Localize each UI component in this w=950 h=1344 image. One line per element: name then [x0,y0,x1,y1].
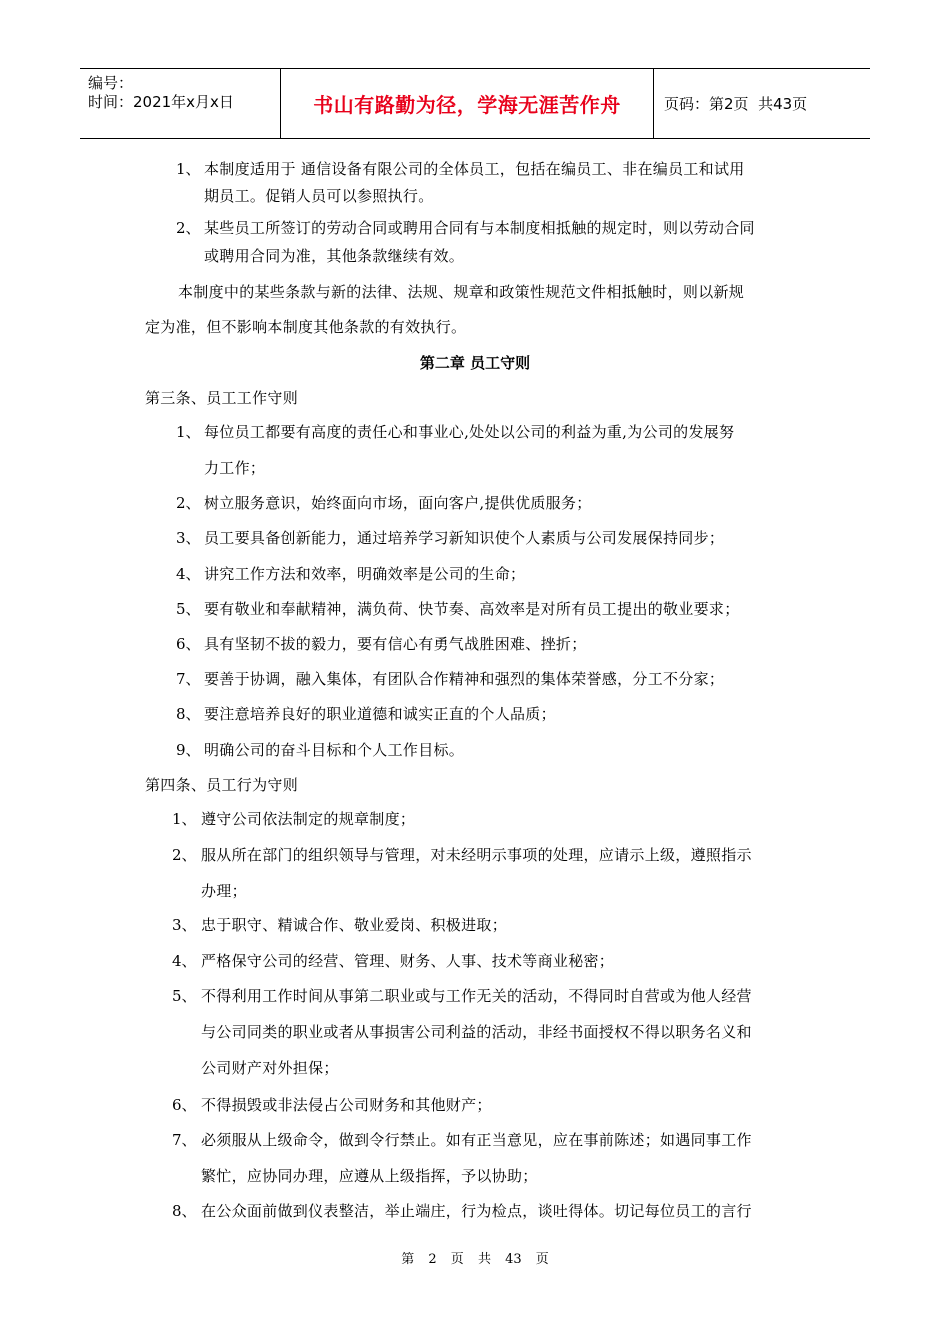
list-number: 6、 [172,1096,197,1114]
list-item-text: 员工要具备创新能力，通过培养学习新知识使个人素质与公司发展保持同步； [204,529,725,547]
list-number: 1、 [176,160,201,178]
list-item-text: 服从所在部门的组织领导与管理，对未经明示事项的处理，应请示上级，遵照指示 [201,846,752,864]
list-number: 2、 [176,219,201,237]
paragraph-line: 本制度中的某些条款与新的法律、法规、规章和政策性规范文件相抵触时，则以新规 [178,283,745,301]
list-item-text: 具有坚韧不拔的毅力，要有信心有勇气战胜困难、挫折； [204,635,587,653]
list-number: 4、 [176,565,201,583]
list-item-text: 期员工。促销人员可以参照执行。 [204,187,434,205]
list-item-text: 本制度适用于 通信设备有限公司的全体员工，包括在编员工、非在编员工和试用 [204,160,745,178]
list-number: 1、 [176,423,201,441]
article-title: 第四条、员工行为守则 [145,776,299,794]
page-footer [0,1248,950,1267]
list-number: 5、 [176,600,201,618]
list-item-text: 繁忙，应协同办理，应遵从上级指挥，予以协助； [201,1167,538,1185]
date-label: 时间：2021年x月x日 [88,93,234,111]
list-item-text: 办理； [201,882,247,900]
list-number: 8、 [172,1202,197,1220]
list-item-text: 不得利用工作时间从事第二职业或与工作无关的活动，不得同时自营或为他人经营 [201,987,752,1005]
list-item-text: 明确公司的奋斗目标和个人工作目标。 [204,741,465,759]
list-number: 2、 [172,846,197,864]
footer-part: 页 [535,1252,549,1267]
footer-total-pages: 43 [505,1252,522,1267]
list-number: 3、 [176,529,201,547]
list-item-text: 严格保守公司的经营、管理、财务、人事、技术等商业秘密； [201,952,615,970]
list-item-text: 每位员工都要有高度的责任心和事业心,处处以公司的利益为重,为公司的发展努 [204,423,735,441]
paragraph-line: 定为准，但不影响本制度其他条款的有效执行。 [145,318,467,336]
list-number: 4、 [172,952,197,970]
list-number: 7、 [176,670,201,688]
list-item-text: 力工作； [204,459,266,477]
list-item-text: 必须服从上级命令，做到令行禁止。如有正当意见，应在事前陈述；如遇同事工作 [201,1131,752,1149]
list-item-text: 与公司同类的职业或者从事损害公司利益的活动，非经书面授权不得以职务名义和 [201,1023,752,1041]
list-number: 5、 [172,987,197,1005]
code-label: 编号： [88,74,134,92]
list-item-text: 遵守公司依法制定的规章制度； [201,810,416,828]
list-item-text: 某些员工所签订的劳动合同或聘用合同有与本制度相抵触的规定时，则以劳动合同 [204,219,755,237]
list-item-text: 要有敬业和奉献精神，满负荷、快节奏、高效率是对所有员工提出的敬业要求； [204,600,740,618]
list-item-text: 树立服务意识，始终面向市场，面向客户,提供优质服务； [204,494,592,512]
document-header [80,68,870,139]
list-item-text: 在公众面前做到仪表整洁，举止端庄，行为检点，谈吐得体。切记每位员工的言行 [201,1202,752,1220]
list-item-text: 忠于职守、精诚合作、敬业爱岗、积极进取； [201,916,508,934]
motto-text: 书山有路勤为径，学海无涯苦作舟 [313,93,621,117]
list-number: 2、 [176,494,201,512]
chapter-title: 第二章 员工守则 [419,354,531,372]
header-motto-cell [280,69,654,138]
list-number: 6、 [176,635,201,653]
page-label: 页码：第2页 共43页 [664,95,808,113]
header-page-cell [654,69,870,138]
list-item-text: 要注意培养良好的职业道德和诚实正直的个人品质； [204,705,556,723]
list-item-text: 讲究工作方法和效率，明确效率是公司的生命； [204,565,526,583]
list-item-text: 要善于协调，融入集体，有团队合作精神和强烈的集体荣誉感，分工不分家； [204,670,725,688]
list-number: 8、 [176,705,201,723]
list-number: 1、 [172,810,197,828]
list-number: 3、 [172,916,197,934]
footer-part: 页 [450,1252,464,1267]
footer-page-number: 2 [428,1252,437,1267]
list-item-text: 不得损毁或非法侵占公司财务和其他财产； [201,1096,492,1114]
article-title: 第三条、员工工作守则 [145,389,299,407]
list-item-text: 公司财产对外担保； [201,1059,339,1077]
footer-part: 第 [401,1252,415,1267]
list-number: 9、 [176,741,201,759]
list-item-text: 或聘用合同为准，其他条款继续有效。 [204,247,465,265]
list-number: 7、 [172,1131,197,1149]
header-meta-cell [80,69,280,138]
footer-part: 共 [477,1252,491,1267]
